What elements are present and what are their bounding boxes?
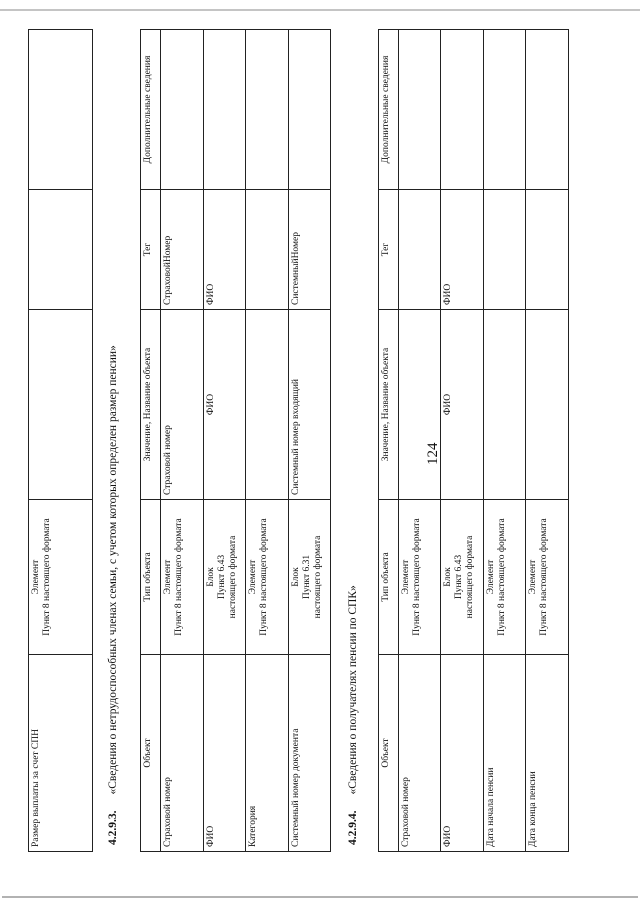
cell-object: Страховой номер bbox=[161, 655, 204, 852]
cell-type: Блок Пункт 6.43 настоящего формата bbox=[441, 500, 484, 655]
cell-value: ФИО bbox=[441, 310, 484, 500]
header-value: Значение, Название объекта bbox=[379, 310, 399, 500]
cell-type: Элемент Пункт 8 настоящего формата bbox=[484, 500, 526, 655]
cell-type: Элемент Пункт 8 настоящего формата bbox=[161, 500, 204, 655]
section-title: «Сведения о нетрудоспособных членах семьи, с учетом которых определен размер пенсии» bbox=[107, 345, 119, 795]
cell-object: ФИО bbox=[441, 655, 484, 852]
page-number: 124 bbox=[425, 442, 441, 465]
cell-object: ФИО bbox=[204, 655, 246, 852]
cell-value: Страховой номер bbox=[161, 310, 204, 500]
cell-type: Элемент Пункт 8 настоящего формата bbox=[526, 500, 569, 655]
header-type: Тип объекта bbox=[379, 500, 399, 655]
header-extra: Дополнительные сведения bbox=[379, 30, 399, 190]
cell-type: Блок Пункт 6.31 настоящего формата bbox=[289, 500, 331, 655]
header-object: Объект bbox=[141, 655, 161, 852]
header-tag: Тег bbox=[379, 190, 399, 310]
cell-object: Страховой номер bbox=[399, 655, 441, 852]
cell-object: Системный номер документа bbox=[289, 655, 331, 852]
header-extra: Дополнительные сведения bbox=[141, 30, 161, 190]
cell-value: ФИО bbox=[204, 310, 246, 500]
header-object: Объект bbox=[379, 655, 399, 852]
cell-type: Элемент Пункт 8 настоящего формата bbox=[29, 500, 93, 655]
header-tag: Тег bbox=[141, 190, 161, 310]
section-number: 4.2.9.3. bbox=[107, 810, 119, 845]
header-value: Значение, Название объекта bbox=[141, 310, 161, 500]
section-number: 4.2.9.4. bbox=[347, 810, 359, 845]
cell-tag: ФИО bbox=[204, 190, 246, 310]
header-type: Тип объекта bbox=[141, 500, 161, 655]
cell-object: Размер выплаты за счет СПН bbox=[29, 655, 93, 852]
cell-type: Элемент Пункт 8 настоящего формата bbox=[246, 500, 289, 655]
cell-object: Дата конца пенсии bbox=[526, 655, 569, 852]
cell-tag: ФИО bbox=[441, 190, 484, 310]
cell-tag: СтраховойНомер bbox=[161, 190, 204, 310]
section-title: «Сведения о получателях пенсии по СПК» bbox=[347, 585, 359, 795]
cell-tag: СистемныйНомер bbox=[289, 190, 331, 310]
cell-object: Дата начала пенсии bbox=[484, 655, 526, 852]
cell-type: Элемент Пункт 8 настоящего формата bbox=[399, 500, 441, 655]
cell-object: Категория bbox=[246, 655, 289, 852]
cell-type: Блок Пункт 6.43 настоящего формата bbox=[204, 500, 246, 655]
cell-value: Системный номер входящий bbox=[289, 310, 331, 500]
